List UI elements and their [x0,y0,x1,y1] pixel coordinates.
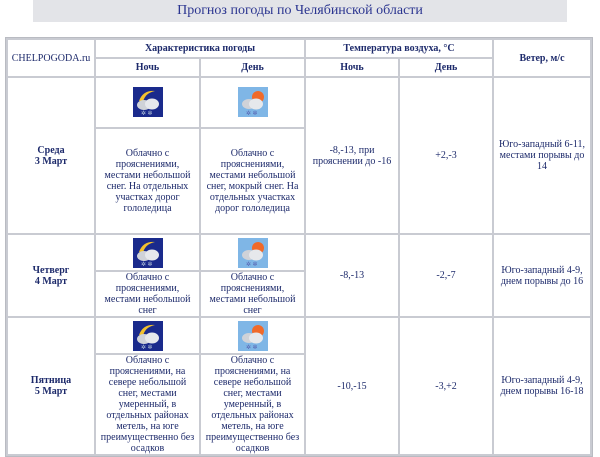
day-cell [8,78,94,233]
svg-text:✲ ✲: ✲ ✲ [140,344,153,351]
day-cloudy-snow-icon [238,238,268,268]
temp-night: -8,-13 [306,235,398,316]
date: 3 Март [34,155,68,167]
day-cell [8,318,94,454]
date: 4 Март [34,275,68,287]
wind: Юго-западный 4-9, днем порывы 16-18 [494,318,590,454]
wind: Юго-западный 4-9, днем порывы до 16 [494,235,590,316]
table-row [8,235,590,270]
temp-day: +2,-3 [400,78,492,233]
day-description: Облачно с прояснениями, местами небольшой снег, мокрый снег. На отдельных участках дорог гололедица [201,129,304,233]
day-cloudy-snow-icon [238,87,268,117]
svg-text:✲ ✲: ✲ ✲ [245,344,258,351]
day-cell [8,235,94,316]
day-description: Облачно с прояснениями, местами небольшой снег [201,272,304,316]
weekday: Четверг [32,264,70,276]
weekday: Пятница [30,375,72,386]
table-row [8,78,590,127]
header-temp-night: Ночь [306,59,398,76]
svg-text:✲ ✲: ✲ ✲ [140,261,153,268]
night-cloudy-snow-icon [133,238,163,268]
header-wind: Ветер, м/с [494,40,590,76]
weekday: Среда [37,144,65,156]
temp-day: -3,+2 [400,318,492,454]
forecast-table [5,37,593,457]
temp-day: -2,-7 [400,235,492,316]
header-weather-night: Ночь [96,59,199,76]
svg-text:✲ ✲: ✲ ✲ [245,111,258,118]
header-weather: Характеристика погоды [96,40,304,57]
night-description: Облачно с прояснениями, местами небольшой снег. На отдельных участках дорог гололедица [96,129,199,233]
day-description: Облачно с прояснениями, на севере небольшой снег, местами умеренный, в отдельных районах метель, на юге преимущественно без осадков [201,355,304,454]
header-temperature: Температура воздуха, °С [306,40,492,57]
night-cloudy-snow-icon [133,87,163,117]
header-temp-day: День [400,59,492,76]
date: 5 Март [34,386,68,397]
brand-label: CHELPOGODA.ru [8,40,94,76]
page-title: Прогноз погоды по Челябинской области [33,0,567,22]
day-cloudy-snow-icon [238,321,268,351]
temp-night: -8,-13, при прояснении до -16 [306,78,398,233]
wind: Юго-западный 6-11, местами порывы до 14 [494,78,590,233]
table-row [8,318,590,353]
svg-text:✲ ✲: ✲ ✲ [140,111,153,118]
svg-text:✲ ✲: ✲ ✲ [245,261,258,268]
temp-night: -10,-15 [306,318,398,454]
night-description: Облачно с прояснениями, местами небольшой снег [96,272,199,316]
night-description: Облачно с прояснениями, на севере небольшой снег, местами умеренный, в отдельных районах метель, на юге преимущественно без осадков [96,355,199,454]
night-cloudy-snow-icon [133,321,163,351]
header-weather-day: День [201,59,304,76]
